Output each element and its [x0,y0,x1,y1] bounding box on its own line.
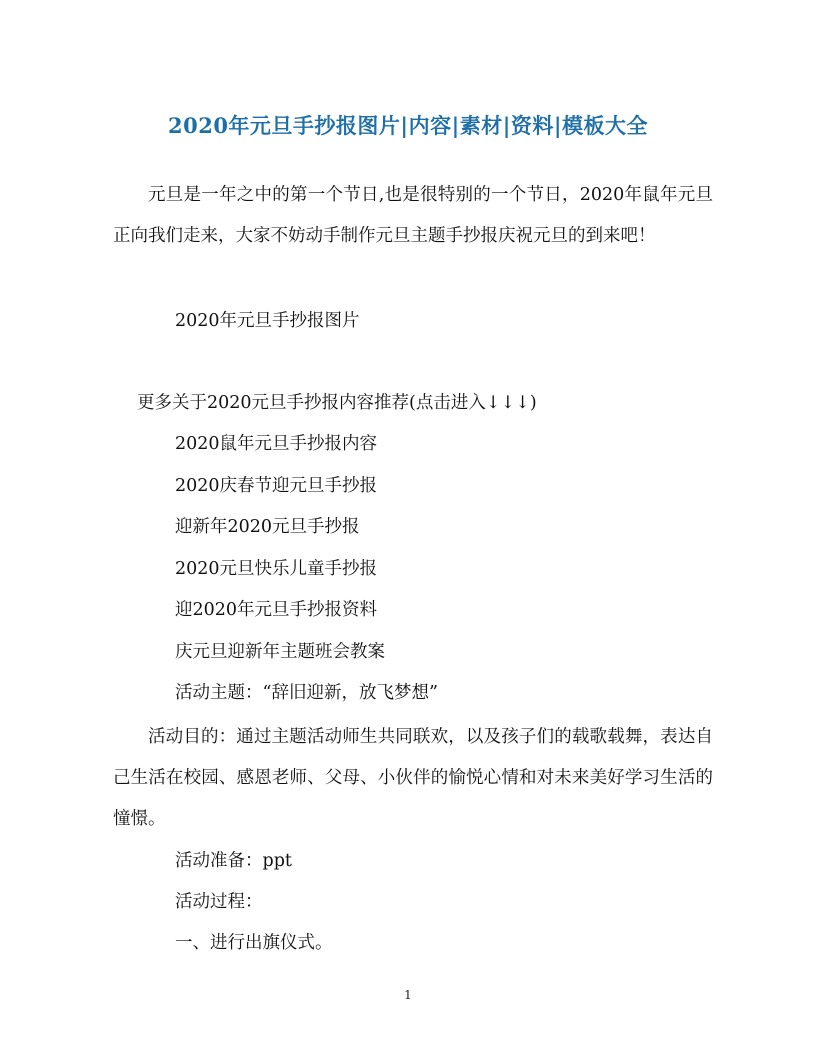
link-item-2[interactable]: 2020庆春节迎元旦手抄报 [175,476,378,496]
step-one-line: 一、进行出旗仪式。 [175,933,333,953]
document-title: 2020年元旦手抄报图片|内容|素材|资料|模板大全 [167,113,648,138]
purpose-paragraph: 活动目的：通过主题活动师生共同联欢，以及孩子们的载歌载舞，表达自己生活在校园、感恩老师、父母、小伙伴的愉悦心情和对未来美好学习生活的憧憬。 [113,727,713,829]
intro-paragraph: 元旦是一年之中的第一个节日,也是很特别的一个节日，2020年鼠年元旦正向我们走来，大家不妨动手制作元旦主题手抄报庆祝元旦的到来吧！ [113,185,713,246]
more-link-heading[interactable]: 更多关于2020元旦手抄报内容推荐(点击进入↓↓↓) [137,393,537,413]
link-item-3[interactable]: 迎新年2020元旦手抄报 [175,517,360,537]
link-item-4[interactable]: 2020元旦快乐儿童手抄报 [175,559,378,579]
link-item-6[interactable]: 庆元旦迎新年主题班会教案 [175,642,385,662]
link-item-1[interactable]: 2020鼠年元旦手抄报内容 [175,434,378,454]
image-heading: 2020年元旦手抄报图片 [175,311,360,331]
link-item-5[interactable]: 迎2020年元旦手抄报资料 [175,600,378,620]
preparation-line: 活动准备：ppt [175,851,292,871]
page-number: 1 [404,988,412,1002]
theme-line: 活动主题：“辞旧迎新，放飞梦想” [175,683,438,703]
process-line: 活动过程： [175,892,263,912]
